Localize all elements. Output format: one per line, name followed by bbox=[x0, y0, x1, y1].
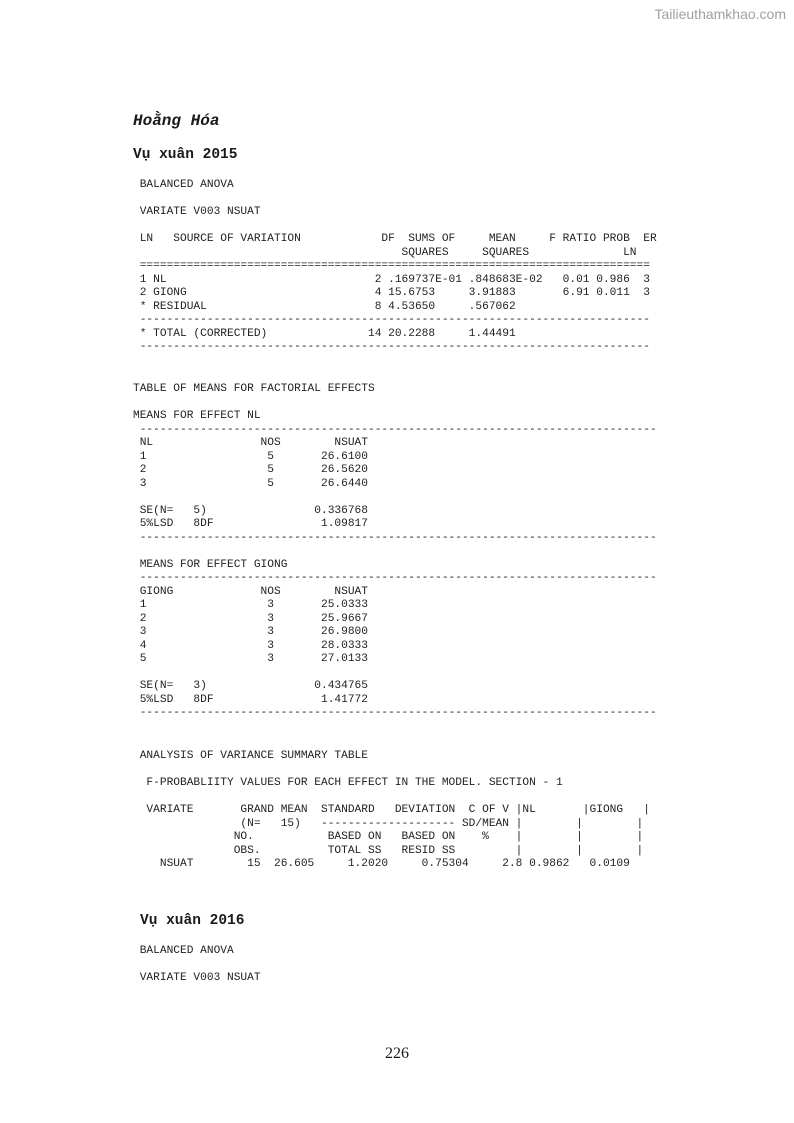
page-number: 226 bbox=[385, 1045, 409, 1062]
anova-header-2016: BALANCED ANOVA VARIATE V003 NSUAT bbox=[139, 945, 261, 984]
anova-table-2015: BALANCED ANOVA VARIATE V003 NSUAT LN SOURCE OF VARIATION DF SUMS OF MEAN F RATIO PROB ER SQUARES SQUARES LN ============================================================================ 1 NL 2 .169737E-01 .848683E-02 0.01 0.986 3 2 GIONG 4 15.6753 3.91883 6.91 0.011 3 * RESIDUAL 8 4.53650 .567062 ---------------------------------------------------------------------------- * TOTAL (CORRECTED) 14 20.2288 1.44491 ---------------------------------------------------------------------------- bbox=[139, 179, 657, 353]
location-title: Hoằng Hóa bbox=[133, 112, 220, 130]
season-2015-heading: Vụ xuân 2015 bbox=[133, 147, 238, 163]
season-2016-heading: Vụ xuân 2016 bbox=[140, 913, 245, 929]
anova-summary-table: ANALYSIS OF VARIANCE SUMMARY TABLE F-PROBABLIITY VALUES FOR EACH EFFECT IN THE MODEL. SECTION - 1 VARIATE GRAND MEAN STANDARD DEVIATION C OF V |NL |GIONG | (N= 15) -------------------- SD/MEAN | | | NO. BASED ON BASED ON % | | | OBS. TOTAL SS RESID SS | | | NSUAT 15 26.605 1.2020 0.75304 2.8 0.9862 0.0109 bbox=[139, 750, 650, 870]
means-tables: TABLE OF MEANS FOR FACTORIAL EFFECTS MEANS FOR EFFECT NL ----------------------------------------------------------------------------- NL NOS NSUAT 1 5 26.6100 2 5 26.5620 3 5 26.6440 SE(N= 5) 0.336768 5%LSD 8DF 1.09817 ----------------------------------------------------------------------------- MEANS FOR EFFECT GIONG ----------------------------------------------------------------------------- GIONG NOS NSUAT 1 3 25.0333 2 3 25.9667 3 3 26.9800 4 3 28.0333 5 3 27.0133 SE(N= 3) 0.434765 5%LSD 8DF 1.41772 ----------------------------------------------------------------------------- bbox=[133, 383, 657, 719]
watermark: Tailieuthamkhao.com bbox=[654, 6, 786, 22]
